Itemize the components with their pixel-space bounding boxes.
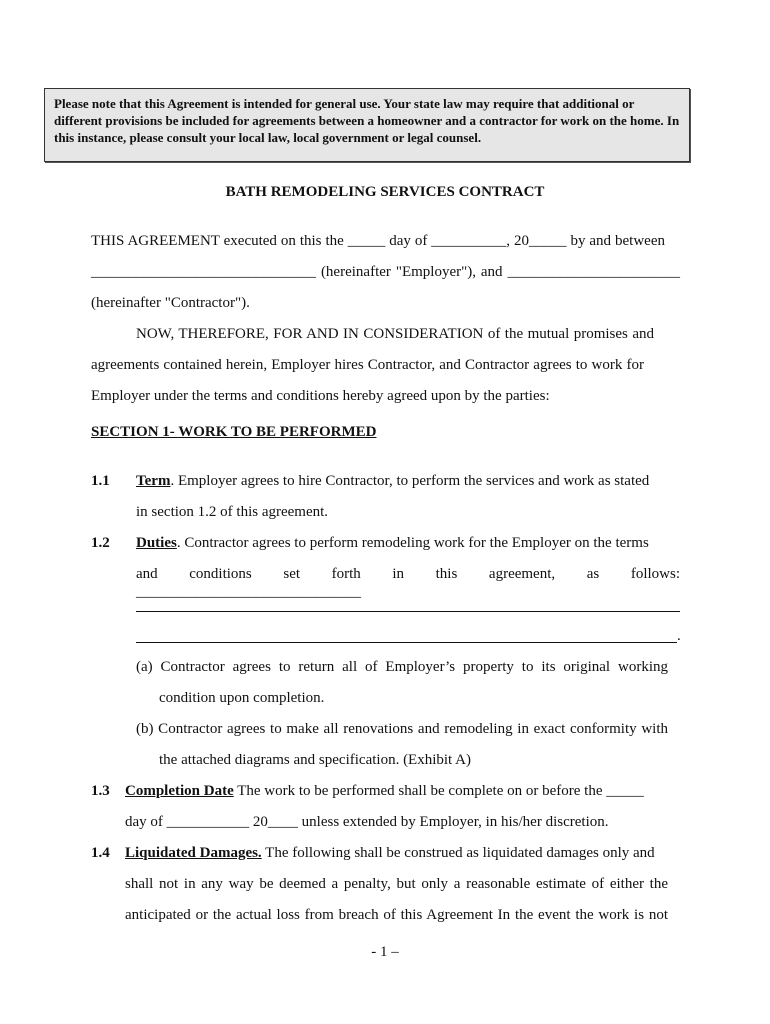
document-title: BATH REMODELING SERVICES CONTRACT (225, 184, 545, 200)
blank-line (136, 611, 680, 612)
blank-line (136, 642, 677, 643)
item-b-line-2: the attached diagrams and specification. (Exhibit A) (159, 752, 471, 768)
intro-line-4: NOW, THEREFORE, FOR AND IN CONSIDERATION of the mutual promises and (136, 326, 654, 342)
section-1-1-number: 1.1 (91, 473, 110, 489)
section-1-4-text: The following shall be construed as liquidated damages only and (261, 845, 655, 861)
intro-line-6: Employer under the terms and conditions hereby agreed upon by the parties: (91, 388, 550, 404)
intro-line-1: THIS AGREEMENT executed on this the _____ day of __________, 20_____ by and between (91, 233, 665, 249)
notice-box (44, 88, 690, 162)
section-1-3-title: Completion Date (125, 783, 234, 799)
section-1-1-line-2: in section 1.2 of this agreement. (136, 504, 329, 520)
notice-text: Please note that this Agreement is intended for general use. Your state law may require that additional or different provisions be included for agreements between a homeowner and a contractor for work on the home. In this instance, please consult your local law, local government or legal counsel. (54, 96, 680, 145)
intro-line-5: agreements contained herein, Employer hires Contractor, and Contractor agrees to work for (91, 357, 644, 373)
section-1-3-number: 1.3 (91, 783, 110, 799)
page-number: - 1 – (371, 944, 399, 960)
section-1-3-text: The work to be performed shall be complete on or before the _____ (233, 783, 644, 799)
section-1-2-text: . Contractor agrees to perform remodeling work for the Employer on the terms (176, 535, 649, 551)
item-a-line-2: condition upon completion. (159, 690, 325, 706)
section-1-3-line-2: day of ___________ 20____ unless extended by Employer, in his/her discretion. (125, 814, 609, 830)
section-1-2-title: Duties (136, 535, 177, 551)
intro-line-2: ______________________________ (hereinafter "Employer"), and _______________________ (91, 264, 680, 280)
blank-line-period: . (677, 628, 681, 644)
section-1-1-title: Term (136, 473, 171, 489)
section-1-1-text: . Employer agrees to hire Contractor, to perform the services and work as stated (170, 473, 650, 489)
section-1-2-line-2: and conditions set forth in this agreement, as follows: ______________________________ (136, 566, 680, 600)
section-1-4-line-3: anticipated or the actual loss from breach of this Agreement In the event the work is not (125, 907, 668, 923)
section-1-2-number: 1.2 (91, 535, 110, 551)
item-a-line-1: (a) Contractor agrees to return all of Employer’s property to its original working (136, 659, 668, 675)
section-1-4-line-2: shall not in any way be deemed a penalty, but only a reasonable estimate of either the (125, 876, 668, 892)
section-1-4-number: 1.4 (91, 845, 110, 861)
section-1-heading: SECTION 1- WORK TO BE PERFORMED (91, 424, 377, 440)
intro-line-3: (hereinafter "Contractor"). (91, 295, 250, 311)
item-b-line-1: (b) Contractor agrees to make all renovations and remodeling in exact conformity with (136, 721, 668, 737)
section-1-4-title: Liquidated Damages. (125, 845, 262, 861)
